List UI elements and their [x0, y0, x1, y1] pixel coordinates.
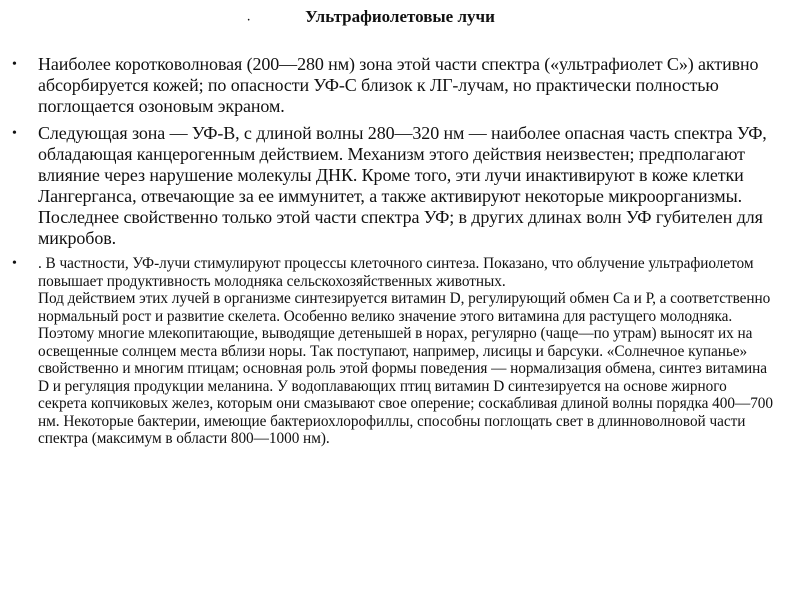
list-item-uvb [0, 123, 800, 249]
list-item-text: Следующая зона — УФ-В, с длиной волны 280—320 нм — наиболее опасная часть спектра УФ, обладающая канцерогенным действием. Механизм этого действия неизвестен; предполагают влияние через нарушение молекулы ДНК. Кроме того, эти лучи инактивируют в коже клетки Лангерганса, отвечающие за ее иммунитет, а также активируют некоторые микроорганизмы. Последнее свойственно только этой части спектра УФ; в других длинах волн УФ губителен для микробов. [38, 123, 767, 248]
title-bullet-marker: · [247, 15, 251, 26]
page-title-row [0, 4, 800, 30]
list-item-effects [0, 255, 800, 448]
bullet-icon: • [12, 126, 17, 141]
list-item-text: Наиболее коротковолновая (200—280 нм) зона этой части спектра («ультрафиолет С») активно абсорбируется кожей; по опасности УФ-С близок к ЛГ-лучам, но практически полностью поглощается озоновым экраном. [38, 54, 759, 116]
list-item-text: . В частности, УФ-лучи стимулируют процессы клеточного синтеза. Показано, что облучение ультрафиолетом повышает продуктивность молодняка сельскохозяйственных животных. [38, 255, 754, 290]
list-item-text-continued: Под действием этих лучей в организме синтезируется витамин D, регулирующий обмен Са и Р, а соответственно нормальный рост и развитие скелета. Особенно велико значение этого витамина для растущего молодняка. Поэтому многие млекопитающие, выводящие детенышей в норах, регулярно (чаще—по утрам) выносят их на освещенные солнцем места вблизи норы. Так поступают, например, лисицы и барсуки. «Солнечное купанье» свойственно и многим птицам; основная роль этой формы поведения — нормализация обмена, синтез витамина D и регуляция продукции меланина. У водоплавающих птиц витамин D синтезируется на основе жирного секрета копчиковых желез, которым они смазывают свое оперение; соскабливая длиной волны порядка 400—700 нм. Некоторые бактерии, имеющие бактериохлорофиллы, способны поглощать свет в длинноволновой части спектра (максимум в области 800—1000 нм). [38, 290, 773, 447]
page-title: Ультрафиолетовые лучи [305, 7, 495, 26]
content-list [0, 54, 800, 448]
bullet-icon: • [12, 57, 17, 72]
list-item-uvc [0, 54, 800, 117]
bullet-icon: • [12, 256, 17, 271]
